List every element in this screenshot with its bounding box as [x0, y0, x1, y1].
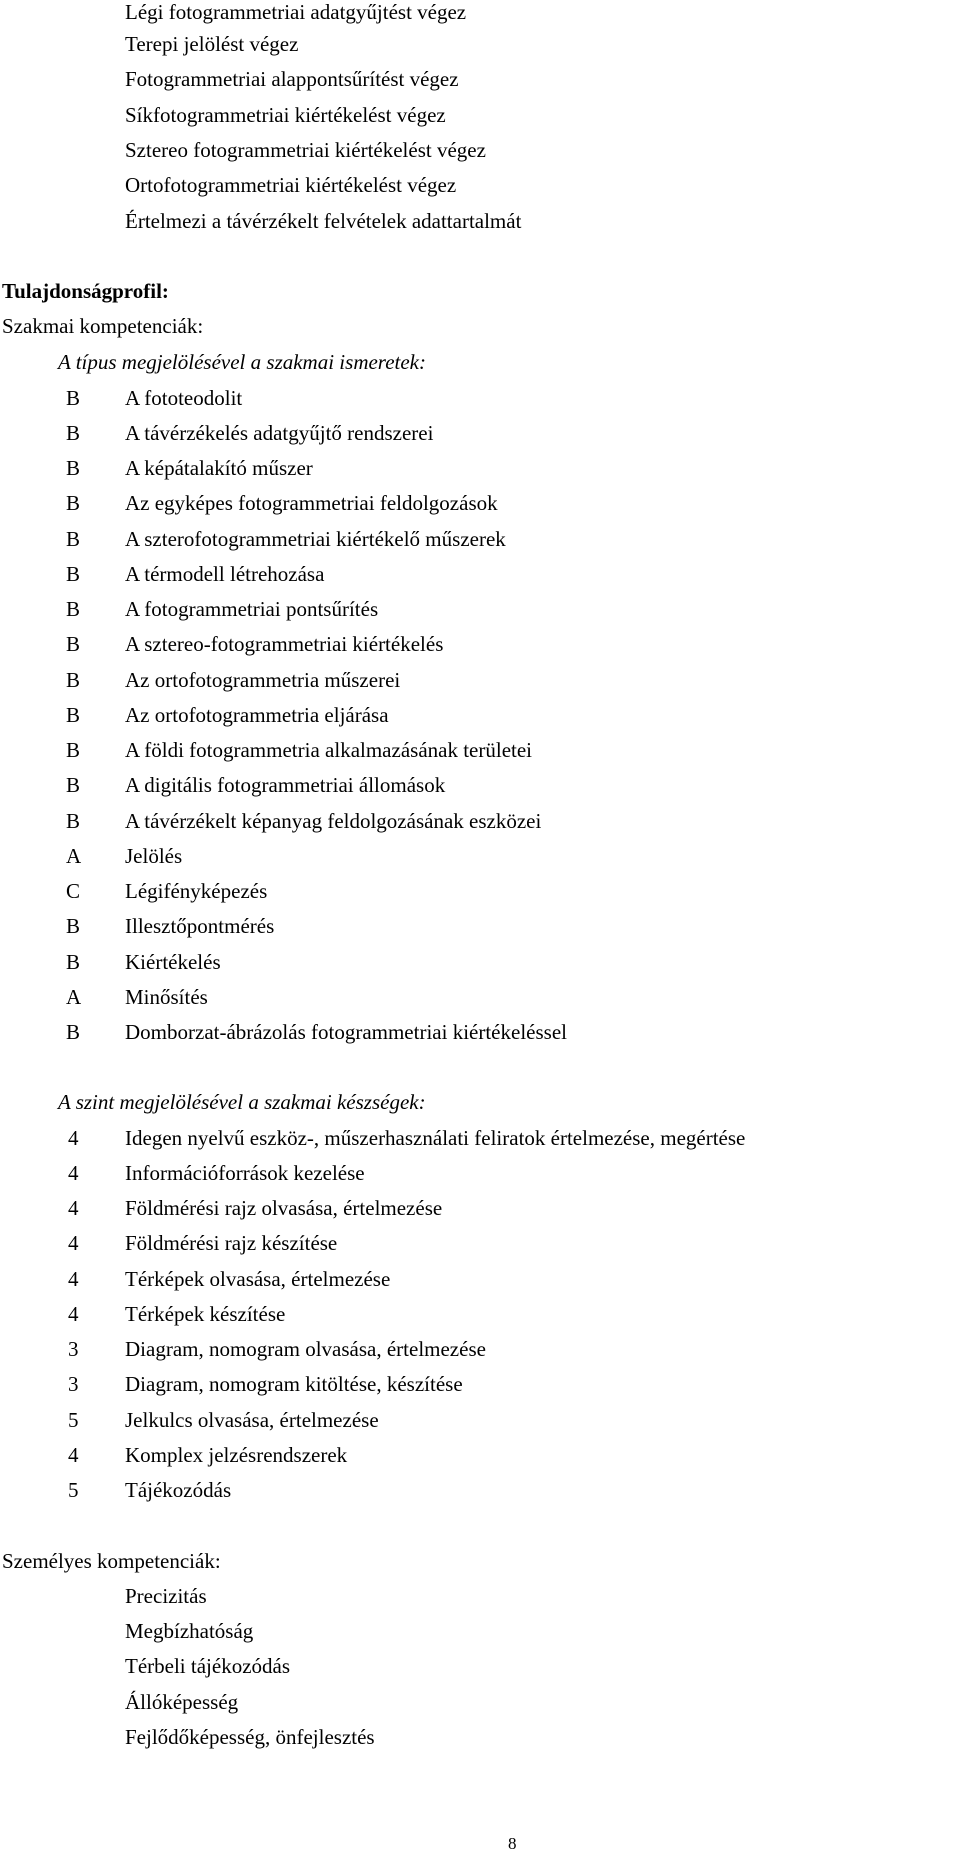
skill-level: 4	[68, 1126, 79, 1150]
knowledge-type-code: B	[66, 668, 81, 692]
knowledge-type-code: A	[66, 985, 82, 1009]
knowledge-type-code: A	[66, 844, 82, 868]
knowledge-item	[0, 562, 960, 586]
knowledge-item	[0, 879, 960, 903]
knowledge-item	[0, 703, 960, 727]
skill-item	[0, 1196, 960, 1220]
knowledge-type-code: B	[66, 527, 81, 551]
knowledge-item-text: A földi fotogrammetria alkalmazásának területei	[125, 738, 532, 762]
task-line: Ortofotogrammetriai kiértékelést végez	[125, 173, 457, 197]
skill-item-text: Információforrások kezelése	[125, 1161, 365, 1185]
knowledge-type-code: B	[66, 597, 81, 621]
knowledge-item-text: Minősítés	[125, 985, 208, 1009]
knowledge-item	[0, 456, 960, 480]
skill-item-text: Térképek olvasása, értelmezése	[125, 1267, 391, 1291]
knowledge-item-text: A térmodell létrehozása	[125, 562, 325, 586]
knowledge-item	[0, 668, 960, 692]
skill-item	[0, 1443, 960, 1467]
knowledge-item	[0, 597, 960, 621]
knowledge-item-text: A távérzékelt képanyag feldolgozásának eszközei	[125, 809, 542, 833]
skill-item	[0, 1267, 960, 1291]
knowledge-item	[0, 914, 960, 938]
skill-item	[0, 1302, 960, 1326]
skill-item	[0, 1337, 960, 1361]
task-line: Légi fotogrammetriai adatgyűjtést végez	[125, 0, 467, 24]
skill-level: 4	[68, 1161, 79, 1185]
knowledge-item	[0, 809, 960, 833]
knowledge-type-code: B	[66, 562, 81, 586]
knowledge-type-code: B	[66, 703, 81, 727]
skill-level: 5	[68, 1478, 79, 1502]
knowledge-item	[0, 1020, 960, 1044]
knowledge-item	[0, 491, 960, 515]
knowledge-item-text: Domborzat-ábrázolás fotogrammetriai kiértékeléssel	[125, 1020, 567, 1044]
skill-item	[0, 1478, 960, 1502]
skill-item-text: Földmérési rajz készítése	[125, 1231, 338, 1255]
profile-title: Tulajdonságprofil:	[2, 279, 169, 303]
knowledge-item-text: A fotogrammetriai pontsűrítés	[125, 597, 379, 621]
skill-level: 4	[68, 1231, 79, 1255]
knowledge-item	[0, 527, 960, 551]
knowledge-item	[0, 844, 960, 868]
knowledge-type-code: B	[66, 773, 81, 797]
professional-competencies-title: Szakmai kompetenciák:	[2, 314, 204, 338]
skill-item-text: Térképek készítése	[125, 1302, 286, 1326]
knowledge-heading: A típus megjelölésével a szakmai ismeretek:	[58, 350, 426, 374]
skill-item-text: Diagram, nomogram kitöltése, készítése	[125, 1372, 463, 1396]
knowledge-item	[0, 738, 960, 762]
knowledge-type-code: C	[66, 879, 81, 903]
skill-item-text: Földmérési rajz olvasása, értelmezése	[125, 1196, 443, 1220]
knowledge-item-text: Kiértékelés	[125, 950, 221, 974]
skill-level: 4	[68, 1267, 79, 1291]
knowledge-item-text: Illesztőpontmérés	[125, 914, 275, 938]
knowledge-type-code: B	[66, 632, 81, 656]
knowledge-type-code: B	[66, 809, 81, 833]
task-line: Fotogrammetriai alappontsűrítést végez	[125, 67, 459, 91]
skill-item-text: Diagram, nomogram olvasása, értelmezése	[125, 1337, 486, 1361]
skill-item-text: Komplex jelzésrendszerek	[125, 1443, 348, 1467]
skills-heading: A szint megjelölésével a szakmai készségek:	[58, 1090, 426, 1114]
skill-level: 3	[68, 1337, 79, 1361]
personal-item: Megbízhatóság	[125, 1619, 254, 1643]
personal-item: Állóképesség	[125, 1690, 239, 1714]
knowledge-item-text: A sztereo-fotogrammetriai kiértékelés	[125, 632, 444, 656]
skill-item	[0, 1372, 960, 1396]
skill-level: 3	[68, 1372, 79, 1396]
knowledge-item-text: A fototeodolit	[125, 386, 243, 410]
personal-competencies-title: Személyes kompetenciák:	[2, 1549, 221, 1573]
knowledge-item-text: Az ortofotogrammetria műszerei	[125, 668, 401, 692]
knowledge-item	[0, 632, 960, 656]
skill-item	[0, 1126, 960, 1150]
knowledge-item-text: Légifényképezés	[125, 879, 268, 903]
skill-level: 4	[68, 1302, 79, 1326]
knowledge-type-code: B	[66, 914, 81, 938]
skill-item-text: Jelkulcs olvasása, értelmezése	[125, 1408, 379, 1432]
skill-item	[0, 1161, 960, 1185]
knowledge-item-text: Az egyképes fotogrammetriai feldolgozások	[125, 491, 498, 515]
knowledge-item-text: A szterofotogrammetriai kiértékelő műszerek	[125, 527, 506, 551]
knowledge-type-code: B	[66, 421, 81, 445]
knowledge-type-code: B	[66, 386, 81, 410]
skill-item-text: Tájékozódás	[125, 1478, 232, 1502]
knowledge-item-text: A képátalakító műszer	[125, 456, 313, 480]
knowledge-item	[0, 950, 960, 974]
knowledge-type-code: B	[66, 456, 81, 480]
personal-item: Fejlődőképesség, önfejlesztés	[125, 1725, 375, 1749]
skill-item	[0, 1408, 960, 1432]
knowledge-item-text: Jelölés	[125, 844, 183, 868]
skill-level: 5	[68, 1408, 79, 1432]
page-number: 8	[508, 1834, 517, 1853]
knowledge-item	[0, 985, 960, 1009]
personal-item: Precizitás	[125, 1584, 207, 1608]
knowledge-item	[0, 421, 960, 445]
knowledge-type-code: B	[66, 950, 81, 974]
skill-level: 4	[68, 1443, 79, 1467]
knowledge-item-text: Az ortofotogrammetria eljárása	[125, 703, 389, 727]
skill-item	[0, 1231, 960, 1255]
knowledge-type-code: B	[66, 738, 81, 762]
knowledge-item-text: A távérzékelés adatgyűjtő rendszerei	[125, 421, 434, 445]
task-line: Sztereo fotogrammetriai kiértékelést végez	[125, 138, 486, 162]
knowledge-item	[0, 386, 960, 410]
knowledge-item-text: A digitális fotogrammetriai állomások	[125, 773, 446, 797]
task-line: Terepi jelölést végez	[125, 32, 299, 56]
skill-item-text: Idegen nyelvű eszköz-, műszerhasználati feliratok értelmezése, megértése	[125, 1126, 746, 1150]
knowledge-type-code: B	[66, 1020, 81, 1044]
task-line: Értelmezi a távérzékelt felvételek adattartalmát	[125, 209, 522, 233]
knowledge-type-code: B	[66, 491, 81, 515]
knowledge-item	[0, 773, 960, 797]
task-line: Síkfotogrammetriai kiértékelést végez	[125, 103, 446, 127]
personal-item: Térbeli tájékozódás	[125, 1654, 291, 1678]
skill-level: 4	[68, 1196, 79, 1220]
